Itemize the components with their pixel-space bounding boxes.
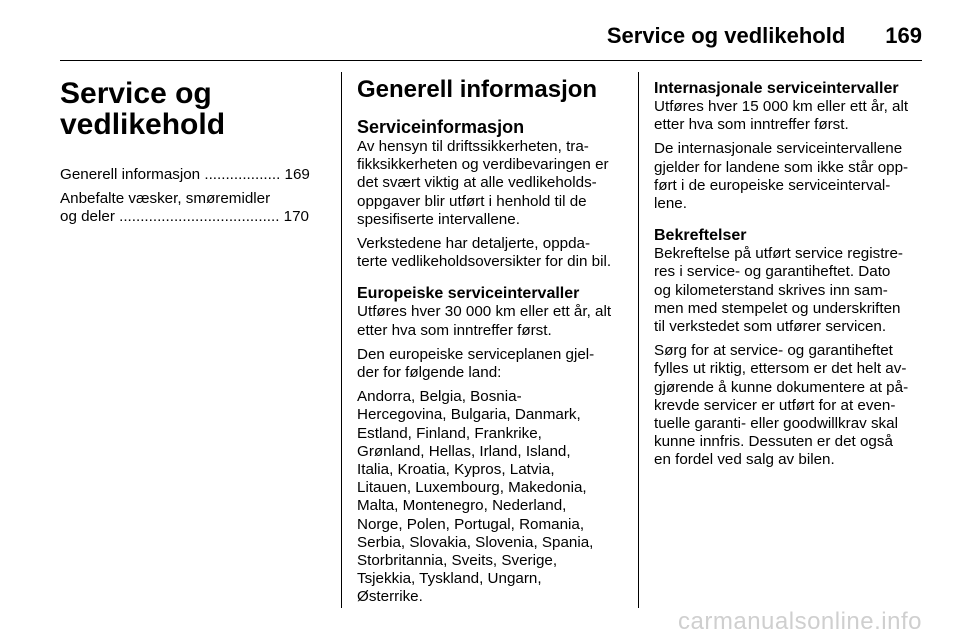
table-of-contents [60, 166, 326, 227]
serviceinfo-heading: Serviceinformasjon [357, 117, 525, 137]
page-number: 169 [885, 23, 922, 48]
intl-paragraph-1: Utføres hver 15 000 km eller ett år, alt etter hva som inntreffer først. [654, 98, 909, 134]
page-header [60, 18, 922, 54]
watermark: carmanualsonline.info [678, 608, 922, 635]
column-divider [638, 72, 639, 608]
confirm-paragraph-1: Bekreftelse på utført service registre- res i service- og garantiheftet. Dato og kilometerstand skrives inn sam- men med stempelet og underskriften til verkstedet som utfører servicen. [654, 245, 903, 336]
intl-paragraph-2: De internasjonale serviceintervallene gjelder for landene som ikke står opp- ført i de europeiske serviceinterval- lene. [654, 140, 909, 213]
header-rule [60, 60, 922, 61]
euro-paragraph-1: Utføres hver 30 000 km eller ett år, alt etter hva som inntreffer først. [357, 303, 612, 339]
euro-intervals-heading: Europeiske serviceintervaller [357, 285, 580, 303]
intl-intervals-heading: Internasjonale serviceintervaller [654, 80, 899, 97]
toc-entry-fluids[interactable]: Anbefalte væsker, smøremidler og deler ...................................... 170 [60, 190, 310, 226]
running-title: Service og vedlikehold [606, 23, 846, 48]
serviceinfo-paragraph-2: Verkstedene har detaljerte, oppda- terte vedlikeholdsoversikter for din bil. [357, 235, 612, 271]
left-column [60, 72, 326, 233]
euro-paragraph-2: Den europeiske serviceplanen gjel- der for følgende land: [357, 345, 595, 382]
serviceinfo-paragraph-1: Av hensyn til driftssikkerheten, tra- fikksikkerheten og verdibevaringen er det svært viktig at alle vedlikeholds- oppgaver blir utført i henhold til de spesifiserte intervallene. [357, 138, 609, 228]
confirm-paragraph-2: Sørg for at service- og garantiheftet fylles ut riktig, ettersom er det helt av- gjørende å kunne dokumentere at på- krevde servicer er utført for at even- tuelle garanti- eller goodwillkrav skal kunne innfris. Dessuten er det også en fordel ved salg av bilen. [654, 342, 909, 469]
toc-entry-general[interactable]: Generell informasjon .................. 169 [60, 166, 310, 183]
section-title: Generell informasjon [357, 76, 598, 103]
euro-country-list: Andorra, Belgia, Bosnia- Hercegovina, Bulgaria, Danmark, Estland, Finland, Frankrike, Grønland, Hellas, Irland, Island, Italia, Kroatia, Kypros, Latvia, Litauen, Luxembourg, Makedonia, Malta, Montenegro, Nederland, Norge, Polen, Portugal, Romania, Serbia, Slovakia, Slovenia, Spania, Storbritannia, Sveits, Sverige, Tsjekkia, Tyskland, Ungarn, Østerrike. [357, 388, 594, 606]
chapter-title: Service og vedlikehold [60, 77, 226, 141]
middle-column [357, 72, 623, 613]
confirmations-heading: Bekreftelser [654, 227, 747, 245]
column-divider [341, 72, 342, 608]
right-column [654, 72, 922, 476]
